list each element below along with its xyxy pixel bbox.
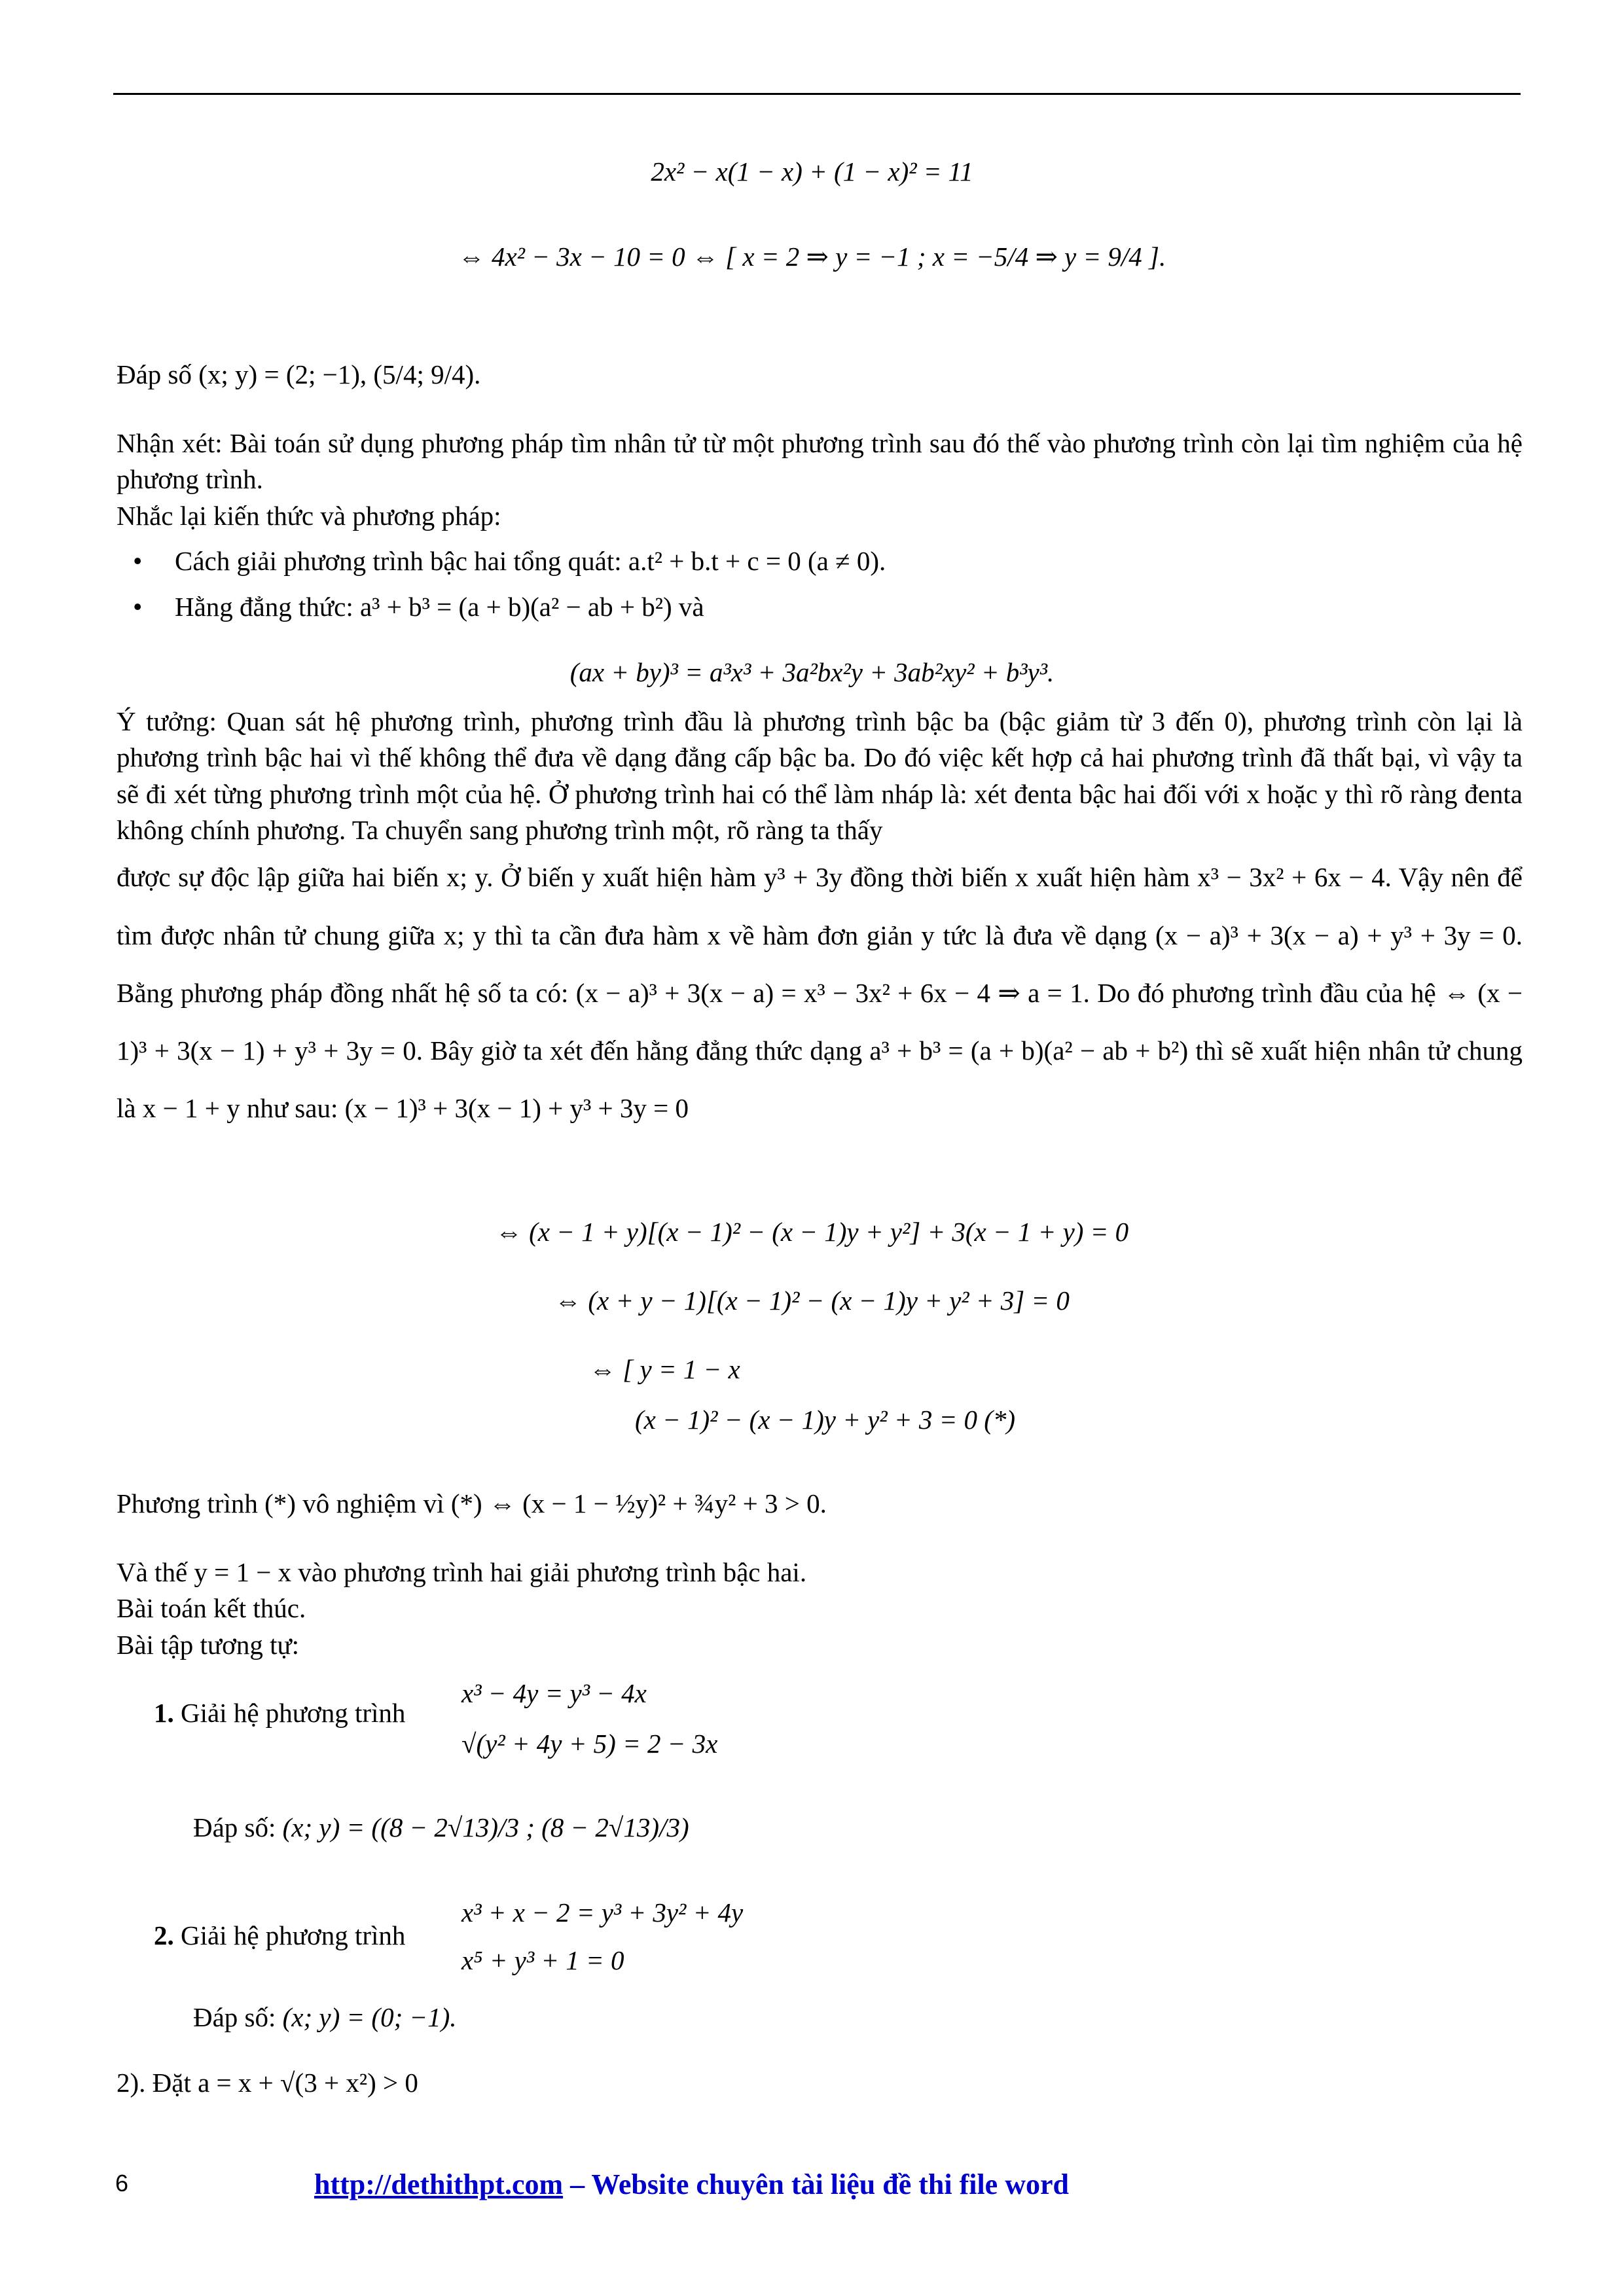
substitute-text: Và thế y = 1 − x vào phương trình hai giải phương trình bậc hai. <box>117 1557 807 1587</box>
bullet-quadratic-text: Cách giải phương trình bậc hai tổng quát: a.t² + b.t + c = 0 (a ≠ 0). <box>175 546 886 576</box>
exercise-2-eq2: x⁵ + y³ + 1 = 0 <box>461 1945 624 1976</box>
header-rule <box>113 93 1521 95</box>
step-3-line-1: ⇔ [ y = 1 − x <box>589 1354 740 1384</box>
exercise-2-answer-value: (x; y) = (0; −1). <box>282 2002 457 2032</box>
answer-line <box>117 357 1523 393</box>
bullet-identity-text: Hằng đẳng thức: a³ + b³ = (a + b)(a² − ab + b²) và <box>175 592 704 622</box>
exercise-1-system <box>461 1676 717 1763</box>
step-3-line-2: (x − 1)² − (x − 1)y + y² + 3 = 0 (*) <box>635 1405 1016 1435</box>
exercise-1-answer <box>193 1810 689 1846</box>
idea-block <box>117 704 1523 1137</box>
step-3-system <box>589 1352 1015 1439</box>
exercise-1-answer-value: (x; y) = ((8 − 2√13)/3 ; (8 − 2√13)/3) <box>282 1812 689 1842</box>
remark-text: Nhận xét: Bài toán sử dụng phương pháp tìm nhân tử từ một phương trình sau đó thế vào phương trình còn lại tìm nghiệm của hệ phương trình. <box>117 428 1523 495</box>
similar-text: Bài tập tương tự: <box>117 1629 300 1660</box>
footer-tagline: – Website chuyên tài liệu đề thi file word <box>563 2168 1069 2200</box>
footer <box>314 2165 1069 2204</box>
remark-block <box>117 425 1523 534</box>
part-2-text: 2). Đặt a = x + √(3 + x²) > 0 <box>117 2068 418 2098</box>
exercise-1 <box>154 1695 405 1731</box>
exercise-2-number: 2. <box>154 1920 174 1950</box>
exercise-2 <box>154 1918 405 1954</box>
equation-2: ⇔ 4x² − 3x − 10 = 0 ⇔ [ x = 2 ⇒ y = −1 ; x = −5/4 ⇒ y = 9/4 ]. <box>458 242 1166 272</box>
answer-text: Đáp số (x; y) = (2; −1), (5/4; 9/4). <box>117 359 481 389</box>
end-text: Bài toán kết thúc. <box>117 1593 306 1624</box>
exercise-1-eq1: x³ − 4y = y³ − 4x <box>461 1678 647 1708</box>
exercise-2-system <box>461 1895 743 1979</box>
step-1: ⇔ (x − 1 + y)[(x − 1)² − (x − 1)y + y²] + 3(x − 1 + y) = 0 <box>495 1217 1129 1247</box>
noroot-text: Phương trình (*) vô nghiệm vì (*) ⇔ (x − 1 − ½y)² + ¾y² + 3 > 0. <box>117 1488 827 1518</box>
exercise-1-answer-label: Đáp số: <box>193 1812 276 1842</box>
exercise-2-lead: Giải hệ phương trình <box>181 1920 406 1950</box>
step-2: ⇔ (x + y − 1)[(x − 1)² − (x − 1)y + y² + 3] = 0 <box>554 1285 1070 1316</box>
exercise-2-answer-label: Đáp số: <box>193 2002 276 2032</box>
idea-text-1: Ý tưởng: Quan sát hệ phương trình, phương trình đầu là phương trình bậc ba (bậc giảm từ 3 đến 0), phương trình còn lại là phương trình bậc hai vì thế không thể đưa về dạng đẳng cấp bậc ba. Do đó việc kết hợp cả hai phương trình đã thất bại, vì vậy ta sẽ đi xét từng phương trình một của hệ. Ở phương trình hai có thể làm nháp là: xét đenta bậc hai đối với x hoặc y thì rõ ràng đenta không chính phương. Ta chuyển sang phương trình một, rõ ràng ta thấy <box>117 706 1523 846</box>
exercise-1-number: 1. <box>154 1698 174 1728</box>
noroot-block <box>117 1486 1523 1522</box>
idea-text-2: được sự độc lập giữa hai biến x; y. Ở biến y xuất hiện hàm y³ + 3y đồng thời biến x xuất hiện hàm x³ − 3x² + 6x − 4. Vậy nên để tìm được nhân tử chung giữa x; y thì ta cần đưa hàm x về hàm đơn giản y tức là đưa về dạng (x − a)³ + 3(x − a) + y³ + 3y = 0. Bằng phương pháp đồng nhất hệ số ta có: (x − a)³ + 3(x − a) = x³ − 3x² + 6x − 4 ⇒ a = 1. Do đó phương trình đầu của hệ ⇔ (x − 1)³ + 3(x − 1) + y³ + 3y = 0. Bây giờ ta xét đến hằng đẳng thức dạng a³ + b³ = (a + b)(a² − ab + b²) thì sẽ xuất hiện nhân tử chung là x − 1 + y như sau: (x − 1)³ + 3(x − 1) + y³ + 3y = 0 <box>117 862 1523 1123</box>
page-number: 6 <box>115 2170 129 2197</box>
identity-cube-expansion: (ax + by)³ = a³x³ + 3a²bx²y + 3ab²xy² + b³y³. <box>569 657 1055 687</box>
part-2-block <box>117 2065 1523 2101</box>
equation-1: 2x² − x(1 − x) + (1 − x)² = 11 <box>651 156 973 187</box>
exercise-1-lead: Giải hệ phương trình <box>181 1698 406 1728</box>
conclusion-block <box>117 1554 1523 1663</box>
exercise-2-eq1: x³ + x − 2 = y³ + 3y² + 4y <box>461 1897 744 1928</box>
footer-link[interactable]: http://dethithpt.com <box>314 2168 564 2200</box>
exercise-2-answer <box>193 2000 457 2036</box>
exercise-1-eq2: √(y² + 4y + 5) = 2 − 3x <box>461 1729 718 1759</box>
recall-text: Nhắc lại kiến thức và phương pháp: <box>117 500 501 531</box>
